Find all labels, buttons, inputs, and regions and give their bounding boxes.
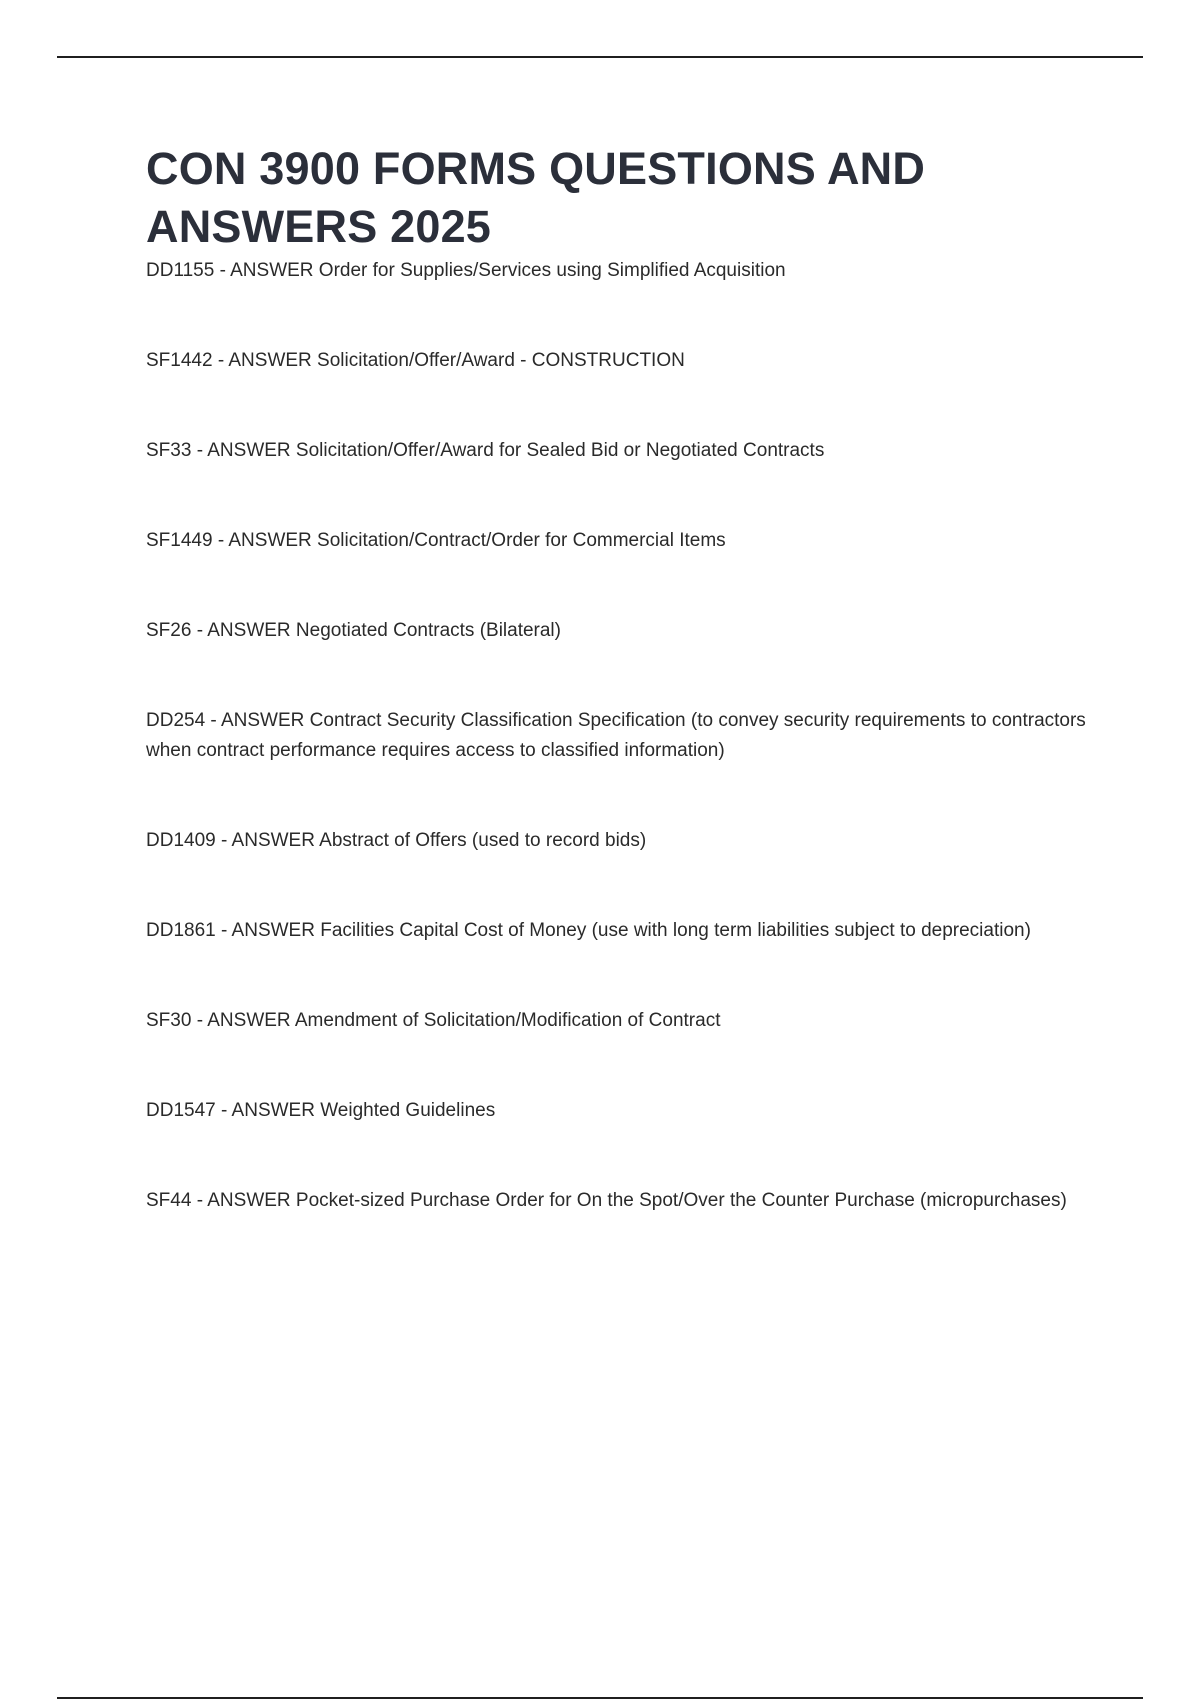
qa-item-dd1547: DD1547 - ANSWER Weighted Guidelines [146,1100,496,1121]
qa-item-dd1861: DD1861 - ANSWER Facilities Capital Cost of Money (use with long term liabilities subject to depreciation) [146,920,1031,941]
qa-item-sf1449: SF1449 - ANSWER Solicitation/Contract/Order for Commercial Items [146,530,726,551]
qa-item-dd1409: DD1409 - ANSWER Abstract of Offers (used to record bids) [146,830,647,851]
qa-item-sf33: SF33 - ANSWER Solicitation/Offer/Award for Sealed Bid or Negotiated Contracts [146,440,825,461]
qa-list [146,256,1106,1216]
qa-item-sf1442: SF1442 - ANSWER Solicitation/Offer/Award - CONSTRUCTION [146,350,685,371]
bottom-divider [57,1697,1143,1699]
document-title: CON 3900 FORMS QUESTIONS AND ANSWERS 2025 [146,143,926,252]
qa-item-dd254: DD254 - ANSWER Contract Security Classification Specification (to convey security requirements to contractors when contract performance requires access to classified information) [146,710,1086,761]
qa-item-sf26: SF26 - ANSWER Negotiated Contracts (Bilateral) [146,620,561,641]
qa-item-sf30: SF30 - ANSWER Amendment of Solicitation/Modification of Contract [146,1010,721,1031]
document-body [146,140,1106,1216]
qa-item-sf44: SF44 - ANSWER Pocket-sized Purchase Order for On the Spot/Over the Counter Purchase (micropurchases) [146,1190,1067,1211]
qa-item-dd1155: DD1155 - ANSWER Order for Supplies/Services using Simplified Acquisition [146,260,786,281]
top-divider [57,56,1143,58]
